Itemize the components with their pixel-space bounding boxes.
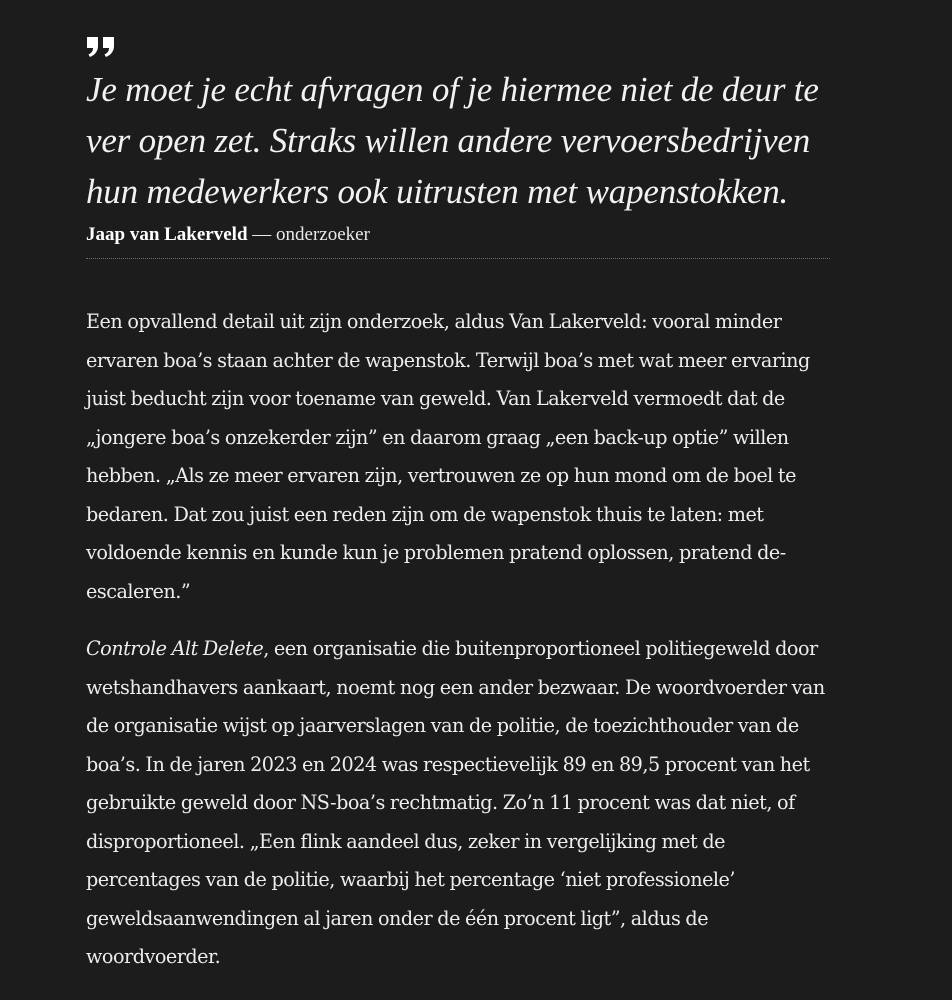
article-body <box>86 303 836 996</box>
article-paragraph <box>86 630 836 977</box>
paragraph-text: , een organisatie die buitenproportioneel politiegeweld door wetshandhavers aankaart, noemt nog een ander bezwaar. De woordvoerder van de organisatie wijst op jaarverslagen van de politie, de toezichthouder van de boa’s. In de jaren 2023 en 2024 was respectievelijk 89 en 89,5 procent van het gebruikte geweld door NS-boa’s rechtmatig. Zo’n 11 procent was dat niet, of disproportioneel. „Een flink aandeel dus, zeker in vergelijking met de percentages van de politie, waarbij het percentage ‘niet professionele’ geweldsaanwendingen al jaren onder de één procent ligt”, aldus de woordvoerder. <box>86 637 825 968</box>
quote-text: Je moet je echt afvragen of je hiermee niet de deur te ver open zet. Straks willen andere vervoersbedrijven hun medewerkers ook uitrusten met wapenstokken. <box>86 70 819 211</box>
quote-mark-icon <box>86 36 116 58</box>
quote-author: Jaap van Lakerveld <box>86 224 248 245</box>
quote-attribution <box>86 223 830 259</box>
pull-quote <box>86 36 830 259</box>
attribution-separator: — <box>247 224 277 245</box>
quote-author-role: onderzoeker <box>276 224 370 245</box>
article-paragraph: Een opvallend detail uit zijn onderzoek, aldus Van Lakerveld: vooral minder ervaren boa’s staan achter de wapenstok. Terwijl boa’s met wat meer ervaring juist beducht zijn voor toename van geweld. Van Lakerveld vermoedt dat de „jongere boa’s onzekerder zijn” en daarom graag „een back-up optie” willen hebben. „Als ze meer ervaren zijn, vertrouwen ze op hun mond om de boel te bedaren. Dat zou juist een reden zijn om de wapenstok thuis te laten: met voldoende kennis en kunde kun je problemen pratend oplossen, pratend de-escaleren.” <box>86 310 810 603</box>
organisation-name: Controle Alt Delete <box>86 637 264 660</box>
